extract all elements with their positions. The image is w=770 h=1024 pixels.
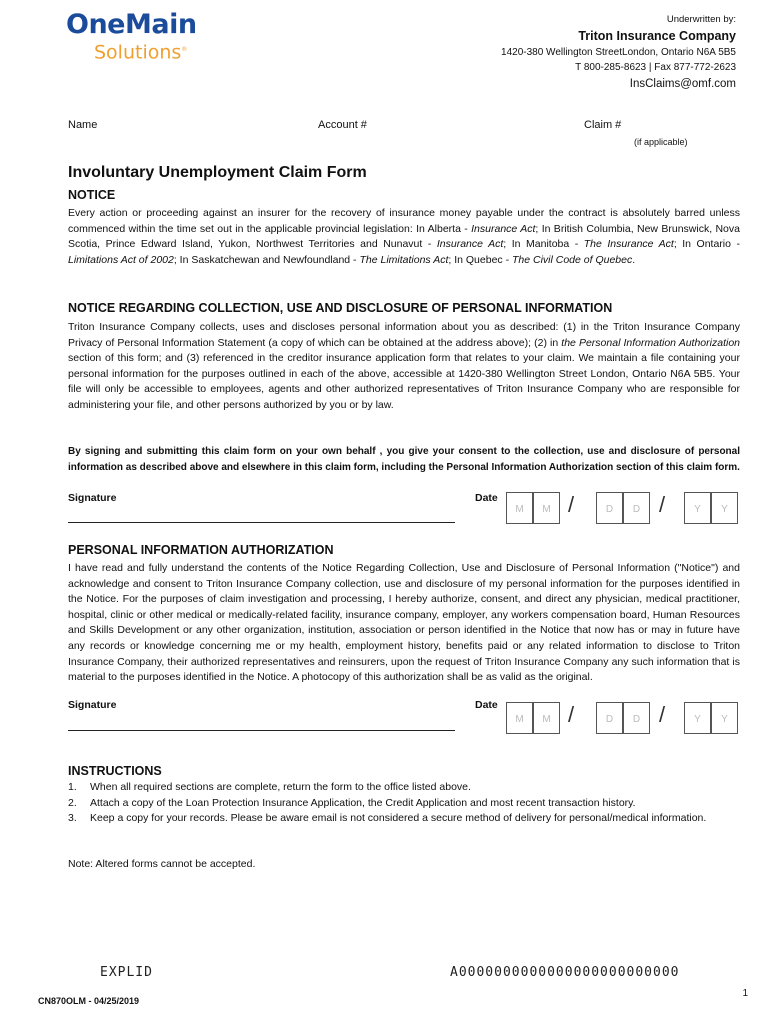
consent-text: By signing and submitting this claim form on your own behalf , you give your consent to the collection, use and disclosure of personal information as described above and elsewhere in this claim form, including the Personal Information Authorization section of this claim form. [68, 446, 740, 473]
date-separator: / [568, 702, 575, 727]
authorization-heading: PERSONAL INFORMATION AUTHORIZATION [68, 543, 334, 557]
date-separator: / [568, 492, 575, 517]
form-number: CN870OLM - 04/25/2019 [38, 996, 140, 1006]
day-box[interactable]: D [596, 702, 623, 734]
signature-line-1[interactable] [68, 522, 455, 523]
notice-text: Every action or proceeding against an insurer for the recovery of insurance money payable under the contract is absolutely barred unless commenced within the time set out in the applicable provincial legislation: In Alberta - Insurance Act; In British Columbia, New Brunswick, Nova Scotia, Prince Edward Island, Yukon, Northwest Territories and Nunavut - Insurance Act; In Manitoba - The Insurance Act; In Ontario - Limitations Act of 2002; In Saskatchewan and Newfoundland - The Limitations Act; In Quebec - The Civil Code of Quebec. [68, 207, 740, 266]
date-label-1: Date [475, 492, 498, 504]
instructions-list [68, 780, 740, 827]
year-box[interactable]: Y [684, 702, 711, 734]
page-number: 1 [742, 988, 748, 999]
company-phone: T 800-285-8623 | Fax 877-772-2623 [575, 62, 736, 73]
signature-line-2[interactable] [68, 730, 455, 731]
barcode-text: A0000000000000000000000000 [450, 965, 680, 980]
insurer-header [501, 12, 736, 93]
if-applicable-note: (if applicable) [634, 137, 688, 147]
list-item: 1. When all required sections are complete, return the form to the office listed above. [68, 781, 471, 793]
month-box[interactable]: M [506, 492, 533, 524]
date-separator: / [659, 492, 666, 517]
year-box[interactable]: Y [684, 492, 711, 524]
account-label: Account # [318, 119, 367, 131]
onemain-logo [66, 10, 197, 62]
authorization-text: I have read and fully understand the contents of the Notice Regarding Collection, Use and Disclosure of Personal Information ("Notice") and acknowledge and consent to Triton Insurance Company collection, use and disclosure of my personal information for the purposes identified in the Notice. For the purposes of claim investigation and processing, I hereby authorize, consent, and direct any physician, medical practitioner, hospital, clinic or other medical or medically-related facility, insurance company, employer, any workers compensation board, Human Resources and Skills Development or any other organization, institution, association or person identified in the Notice that now has or may in future have any records or knowledge concerning me or my health, employment history, benefits paid or any related information to disclose to Triton Insurance Company, their authorized representatives and reinsurers, upon the request of Triton Insurance Company any such information that is material to the purposes identified in the Notice. A photocopy of this authorization shall be as valid as the original. [68, 562, 740, 684]
page-title: Involuntary Unemployment Claim Form [68, 164, 367, 181]
date-label-2: Date [475, 699, 498, 711]
signature-label-1: Signature [68, 492, 117, 504]
month-box[interactable]: M [506, 702, 533, 734]
collection-heading: NOTICE REGARDING COLLECTION, USE AND DISCLOSURE OF PERSONAL INFORMATION [68, 301, 613, 315]
year-box[interactable]: Y [711, 702, 738, 734]
date-separator: / [659, 702, 666, 727]
notice-heading: NOTICE [68, 188, 116, 202]
date-field-2[interactable] [502, 702, 742, 736]
logo-wordmark: OneMain [66, 9, 197, 40]
day-box[interactable]: D [623, 492, 650, 524]
logo-subtitle: Solutions® [94, 41, 188, 64]
name-label: Name [68, 119, 98, 131]
collection-text: Triton Insurance Company collects, uses and discloses personal information about you as described: (1) in the Triton Insurance Company Privacy of Personal Information Statement (a copy of which can be obtained at the address above); (2) in the Personal Information Authorization section of this form; and (3) referenced in the creditor insurance application form that relates to your claim. We maintain a file containing your personal information for the purposes outlined in each of the above, accessible at 1420-380 Wellington Street London, Ontario N6A 5B5. Your file will only be accessible to employees, agents and other authorized representatives of Triton Insurance Company who are responsible for administering your file, and other persons authorized by you or by law. [68, 321, 740, 411]
month-box[interactable]: M [533, 492, 560, 524]
altered-forms-note: Note: Altered forms cannot be accepted. [68, 858, 256, 870]
company-email: InsClaims@omf.com [629, 78, 736, 90]
month-box[interactable]: M [533, 702, 560, 734]
instructions-heading: INSTRUCTIONS [68, 764, 162, 778]
company-name: Triton Insurance Company [578, 29, 736, 43]
date-field-1[interactable] [502, 492, 742, 526]
company-address: 1420-380 Wellington StreetLondon, Ontario N6A 5B5 [501, 47, 736, 58]
year-box[interactable]: Y [711, 492, 738, 524]
day-box[interactable]: D [623, 702, 650, 734]
underwritten-label: Underwritten by: [666, 14, 736, 25]
explid-code: EXPLID [100, 965, 153, 980]
signature-label-2: Signature [68, 699, 117, 711]
list-item: 2. Attach a copy of the Loan Protection Insurance Application, the Credit Application and most recent transaction history. [68, 796, 636, 809]
day-box[interactable]: D [596, 492, 623, 524]
claim-label: Claim # [584, 119, 622, 131]
list-item: 3. Keep a copy for your records. Please be aware email is not considered a secure method of delivery for personal/medical information. [68, 812, 707, 825]
